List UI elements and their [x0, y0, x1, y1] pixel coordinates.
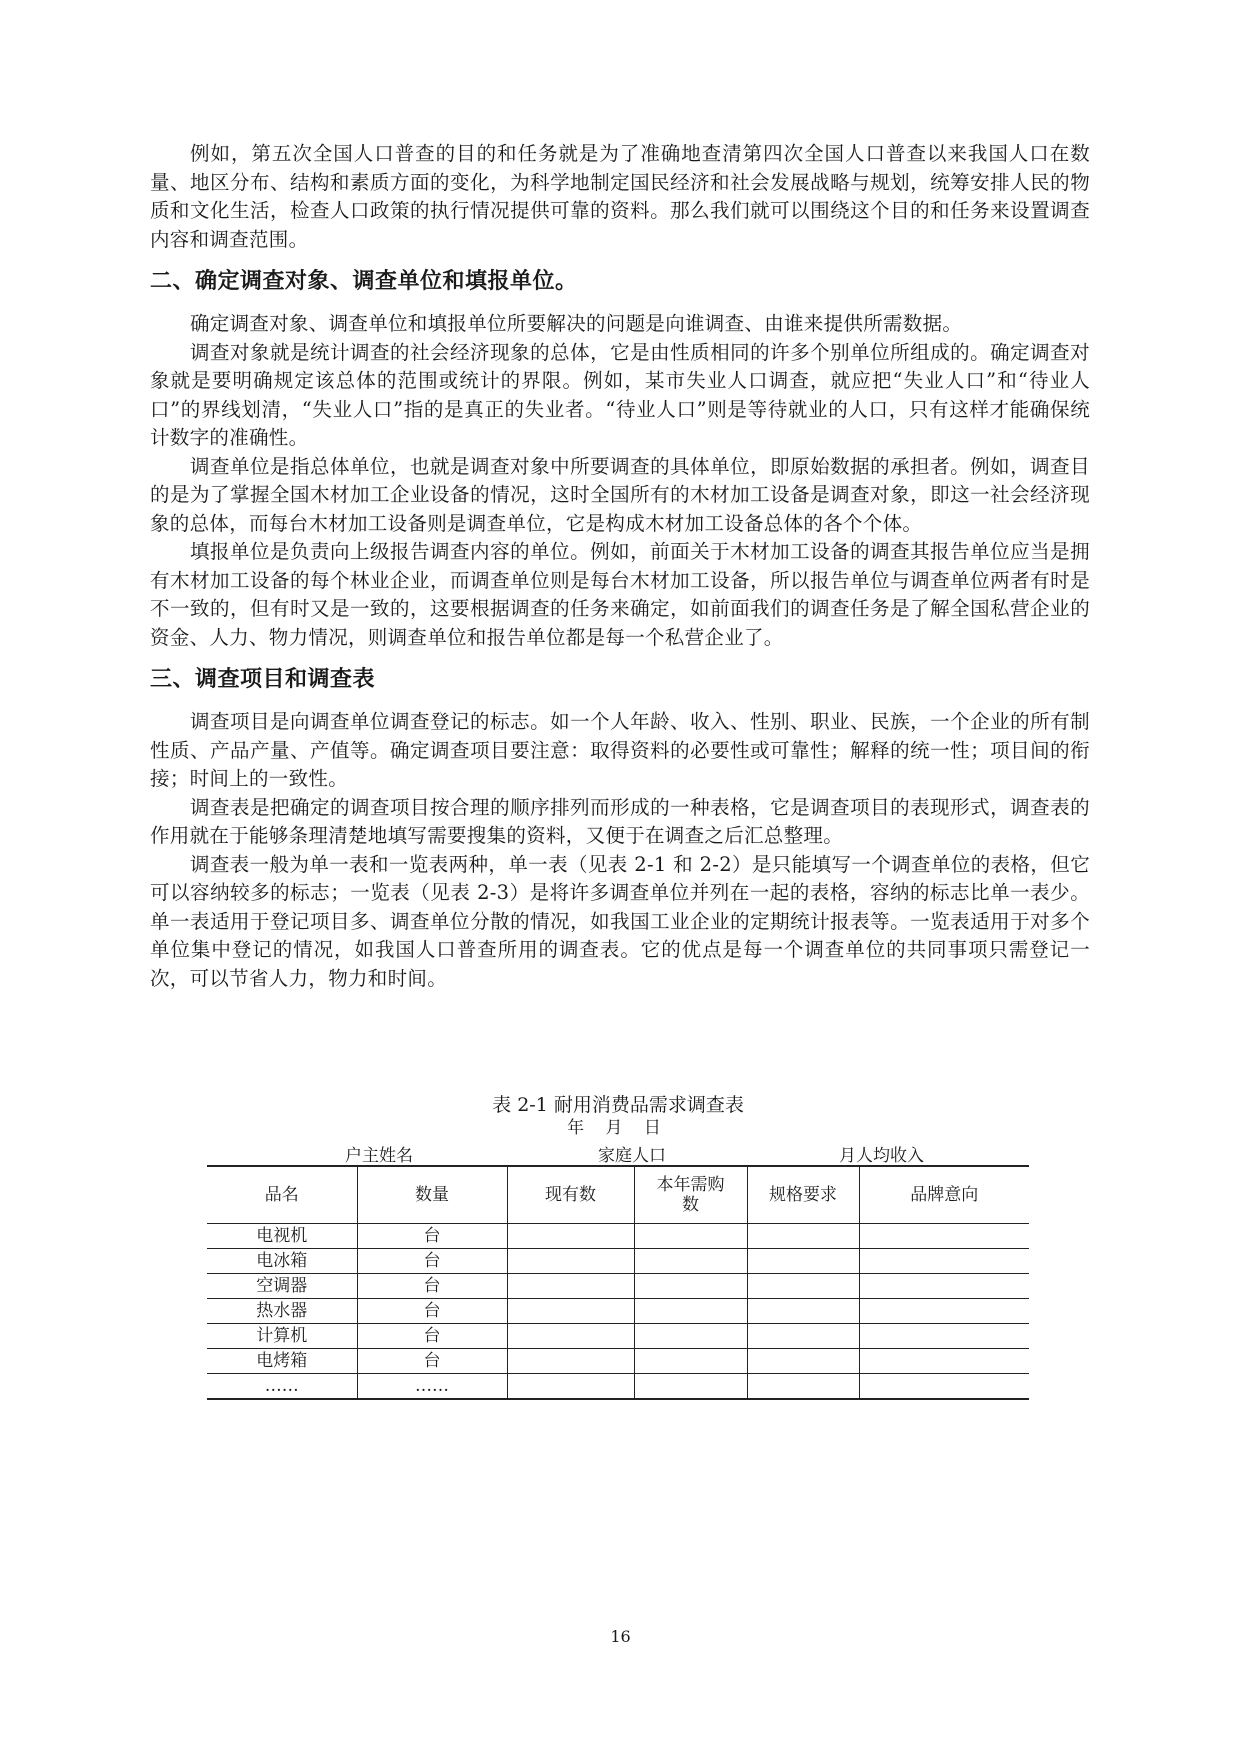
table-cell: 计算机: [207, 1324, 357, 1349]
table-cell: ……: [207, 1374, 357, 1400]
table-cell: 台: [357, 1324, 507, 1349]
table-header-fields: [207, 1139, 1029, 1165]
table-cell: [859, 1224, 1029, 1249]
table-cell: [507, 1349, 634, 1374]
table-cell: 台: [357, 1274, 507, 1299]
table-cell: [859, 1349, 1029, 1374]
table-cell: 电视机: [207, 1224, 357, 1249]
table-row: [207, 1299, 1029, 1324]
section2-paragraph: 填报单位是负责向上级报告调查内容的单位。例如，前面关于木材加工设备的调查其报告单位应当是拥有木材加工设备的每个林业企业，而调查单位则是每台木材加工设备，所以报告单位与调查单位两者有时是不一致的，但有时又是一致的，这要根据调查的任务来确定，如前面我们的调查任务是了解全国私营企业的资金、人力、物力情况，则调查单位和报告单位都是每一个私营企业了。: [150, 540, 1090, 649]
table-cell: [507, 1324, 634, 1349]
table-cell: [634, 1224, 747, 1249]
table-date-line: 年 月 日: [567, 1118, 669, 1138]
table-cell: [859, 1274, 1029, 1299]
table-cell: [507, 1249, 634, 1274]
table-cell: [507, 1299, 634, 1324]
table-cell: 台: [357, 1349, 507, 1374]
table-cell: 台: [357, 1299, 507, 1324]
table-caption: 表 2-1 耐用消费品需求调查表: [492, 1094, 744, 1116]
table-row: [207, 1224, 1029, 1249]
table-cell: [747, 1224, 859, 1249]
section2-paragraph: 调查单位是指总体单位，也就是调查对象中所要调查的具体单位，即原始数据的承担者。例如，调查目的是为了掌握全国木材加工企业设备的情况，这时全国所有的木材加工设备是调查对象，即这一社会经济现象的总体，而每台木材加工设备则是调查单位，它是构成木材加工设备总体的各个个体。: [150, 454, 1090, 535]
table-cell: 电冰箱: [207, 1249, 357, 1274]
table-cell: [634, 1274, 747, 1299]
table-cell: [747, 1299, 859, 1324]
table-header-row: [207, 1166, 1029, 1224]
table-row: [207, 1274, 1029, 1299]
field-label: 家庭人口: [598, 1146, 666, 1166]
section3-paragraph: 调查表一般为单一表和一览表两种，单一表（见表 2-1 和 2-2）是只能填写一个调查单位的表格，但它可以容纳较多的标志；一览表（见表 2-3）是将许多调查单位并列在一起的表格，容纳的标志比单一表少。单一表适用于登记项目多、调查单位分散的情况，如我国工业企业的定期统计报表等。一览表适用于对多个单位集中登记的情况，如我国人口普查所用的调查表。它的优点是每一个调查单位的共同事项只需登记一次，可以节省人力，物力和时间。: [150, 852, 1090, 990]
column-header: 品名: [207, 1166, 357, 1224]
table-cell: [859, 1249, 1029, 1274]
section2-paragraph: 调查对象就是统计调查的社会经济现象的总体，它是由性质相同的许多个别单位所组成的。确定调查对象就是要明确规定该总体的范围或统计的界限。例如，某市失业人口调查，就应把“失业人口”和“待业人口”的界线划清，“失业人口”指的是真正的失业者。“待业人口”则是等待就业的人口，只有这样才能确保统计数字的准确性。: [150, 340, 1090, 449]
table-cell: [747, 1274, 859, 1299]
table-cell: 热水器: [207, 1299, 357, 1324]
page-number: 16: [610, 1627, 631, 1646]
column-header: 本年需购数: [634, 1166, 747, 1224]
table-cell: ……: [357, 1374, 507, 1400]
column-header: 规格要求: [747, 1166, 859, 1224]
table-cell: [747, 1349, 859, 1374]
income-field: [839, 1141, 924, 1166]
table-cell: [634, 1249, 747, 1274]
table-cell: 台: [357, 1224, 507, 1249]
intro-paragraph: 例如，第五次全国人口普查的目的和任务就是为了准确地查清第四次全国人口普查以来我国人口在数量、地区分布、结构和素质方面的变化，为科学地制定国民经济和社会发展战略与规划，统筹安排人民的物质和文化生活，检查人口政策的执行情况提供可靠的资料。那么我们就可以围绕这个目的和任务来设置调查内容和调查范围。: [150, 142, 1090, 251]
table-cell: [634, 1324, 747, 1349]
household-size-field: [598, 1141, 796, 1166]
section-heading-3: 三、调查项目和调查表: [150, 667, 376, 692]
table-row: [207, 1249, 1029, 1274]
survey-table: [207, 1165, 1029, 1400]
table-cell: [507, 1274, 634, 1299]
column-header: 现有数: [507, 1166, 634, 1224]
table-row: [207, 1349, 1029, 1374]
table-cell: [859, 1324, 1029, 1349]
table-cell: 台: [357, 1249, 507, 1274]
field-label: 户主姓名: [345, 1146, 413, 1166]
table-cell: [634, 1374, 747, 1400]
survey-table-block: [207, 1093, 1029, 1400]
blank-line: [413, 1147, 528, 1166]
table-cell: [634, 1299, 747, 1324]
section2-paragraph: 确定调查对象、调查单位和填报单位所要解决的问题是向谁调查、由谁来提供所需数据。: [190, 312, 963, 335]
table-cell: [747, 1324, 859, 1349]
table-cell: [859, 1299, 1029, 1324]
table-cell: 空调器: [207, 1274, 357, 1299]
table-cell: [634, 1349, 747, 1374]
column-header: 品牌意向: [859, 1166, 1029, 1224]
blank-line: [666, 1147, 796, 1166]
table-cell: [859, 1374, 1029, 1400]
document-body: [150, 140, 1090, 993]
field-label: 月人均收入: [839, 1146, 924, 1166]
table-row: [207, 1374, 1029, 1400]
table-cell: [507, 1224, 634, 1249]
table-cell: [747, 1374, 859, 1400]
table-row: [207, 1324, 1029, 1349]
column-header: 数量: [357, 1166, 507, 1224]
section3-paragraph: 调查表是把确定的调查项目按合理的顺序排列而形成的一种表格，它是调查项目的表现形式，调查表的作用就在于能够条理清楚地填写需要搜集的资料，又便于在调查之后汇总整理。: [150, 795, 1090, 847]
section-heading-2: 二、确定调查对象、调查单位和填报单位。: [150, 269, 578, 294]
section3-paragraph: 调查项目是向调查单位调查登记的标志。如一个人年龄、收入、性别、职业、民族，一个企业的所有制性质、产品产量、产值等。确定调查项目要注意：取得资料的必要性或可靠性；解释的统一性；项目间的衔接；时间上的一致性。: [150, 710, 1090, 790]
table-cell: [747, 1249, 859, 1274]
table-cell: 电烤箱: [207, 1349, 357, 1374]
household-head-field: [345, 1141, 528, 1166]
table-cell: [507, 1374, 634, 1400]
